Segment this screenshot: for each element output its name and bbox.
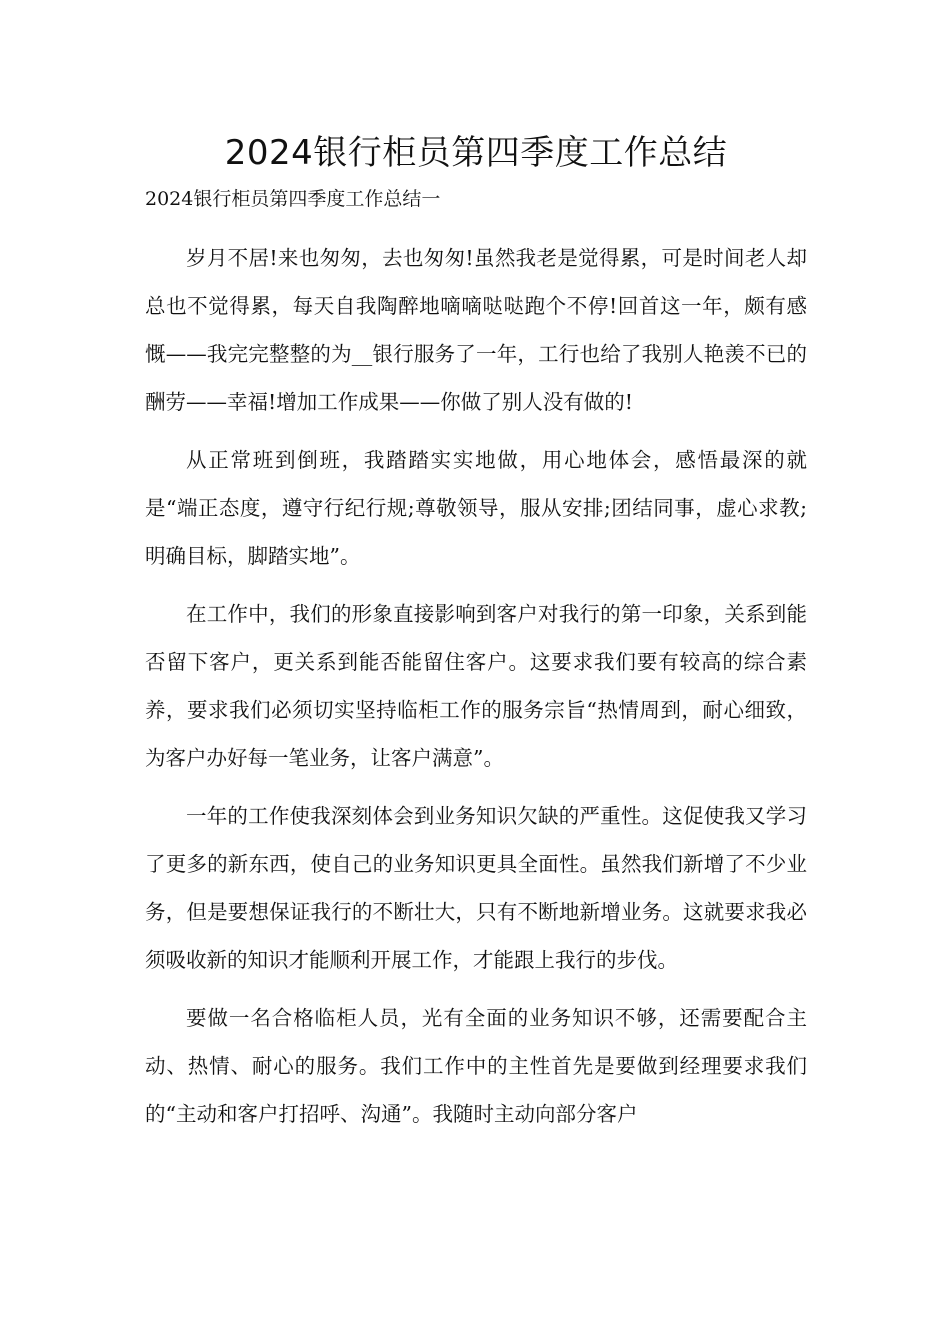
paragraph-3: 在工作中，我们的形象直接影响到客户对我行的第一印象，关系到能否留下客户，更关系到能否能留住客户。这要求我们要有较高的综合素养，要求我们必须切实坚持临柜工作的服务宗旨“热情周到，耐心细致，为客户办好每一笔业务，让客户满意”。	[145, 602, 807, 770]
document-subtitle: 2024银行柜员第四季度工作总结一	[145, 188, 441, 210]
paragraph-2: 从正常班到倒班，我踏踏实实地做，用心地体会，感悟最深的就是“端正态度，遵守行纪行规;尊敬领导，服从安排;团结同事，虚心求教;明确目标，脚踏实地”。	[145, 448, 807, 568]
paragraph-4: 一年的工作使我深刻体会到业务知识欠缺的严重性。这促使我又学习了更多的新东西，使自己的业务知识更具全面性。虽然我们新增了不少业务，但是要想保证我行的不断壮大，只有不断地新增业务。这就要求我必须吸收新的知识才能顺利开展工作，才能跟上我行的步伐。	[145, 804, 807, 972]
paragraph-5: 要做一名合格临柜人员，光有全面的业务知识不够，还需要配合主动、热情、耐心的服务。我们工作中的主性首先是要做到经理要求我们的“主动和客户打招呼、沟通”。我随时主动向部分客户	[145, 1006, 807, 1126]
document-title: 2024银行柜员第四季度工作总结	[224, 133, 728, 173]
paragraph-1: 岁月不居!来也匆匆，去也匆匆!虽然我老是觉得累，可是时间老人却总也不觉得累，每天自我陶醉地嘀嘀哒哒跑个不停!回首这一年，颇有感慨——我完完整整的为__银行服务了一年，工行也给了我别人艳羡不已的酬劳——幸福!增加工作成果——你做了别人没有做的!	[145, 246, 807, 414]
document-page	[145, 128, 807, 1148]
